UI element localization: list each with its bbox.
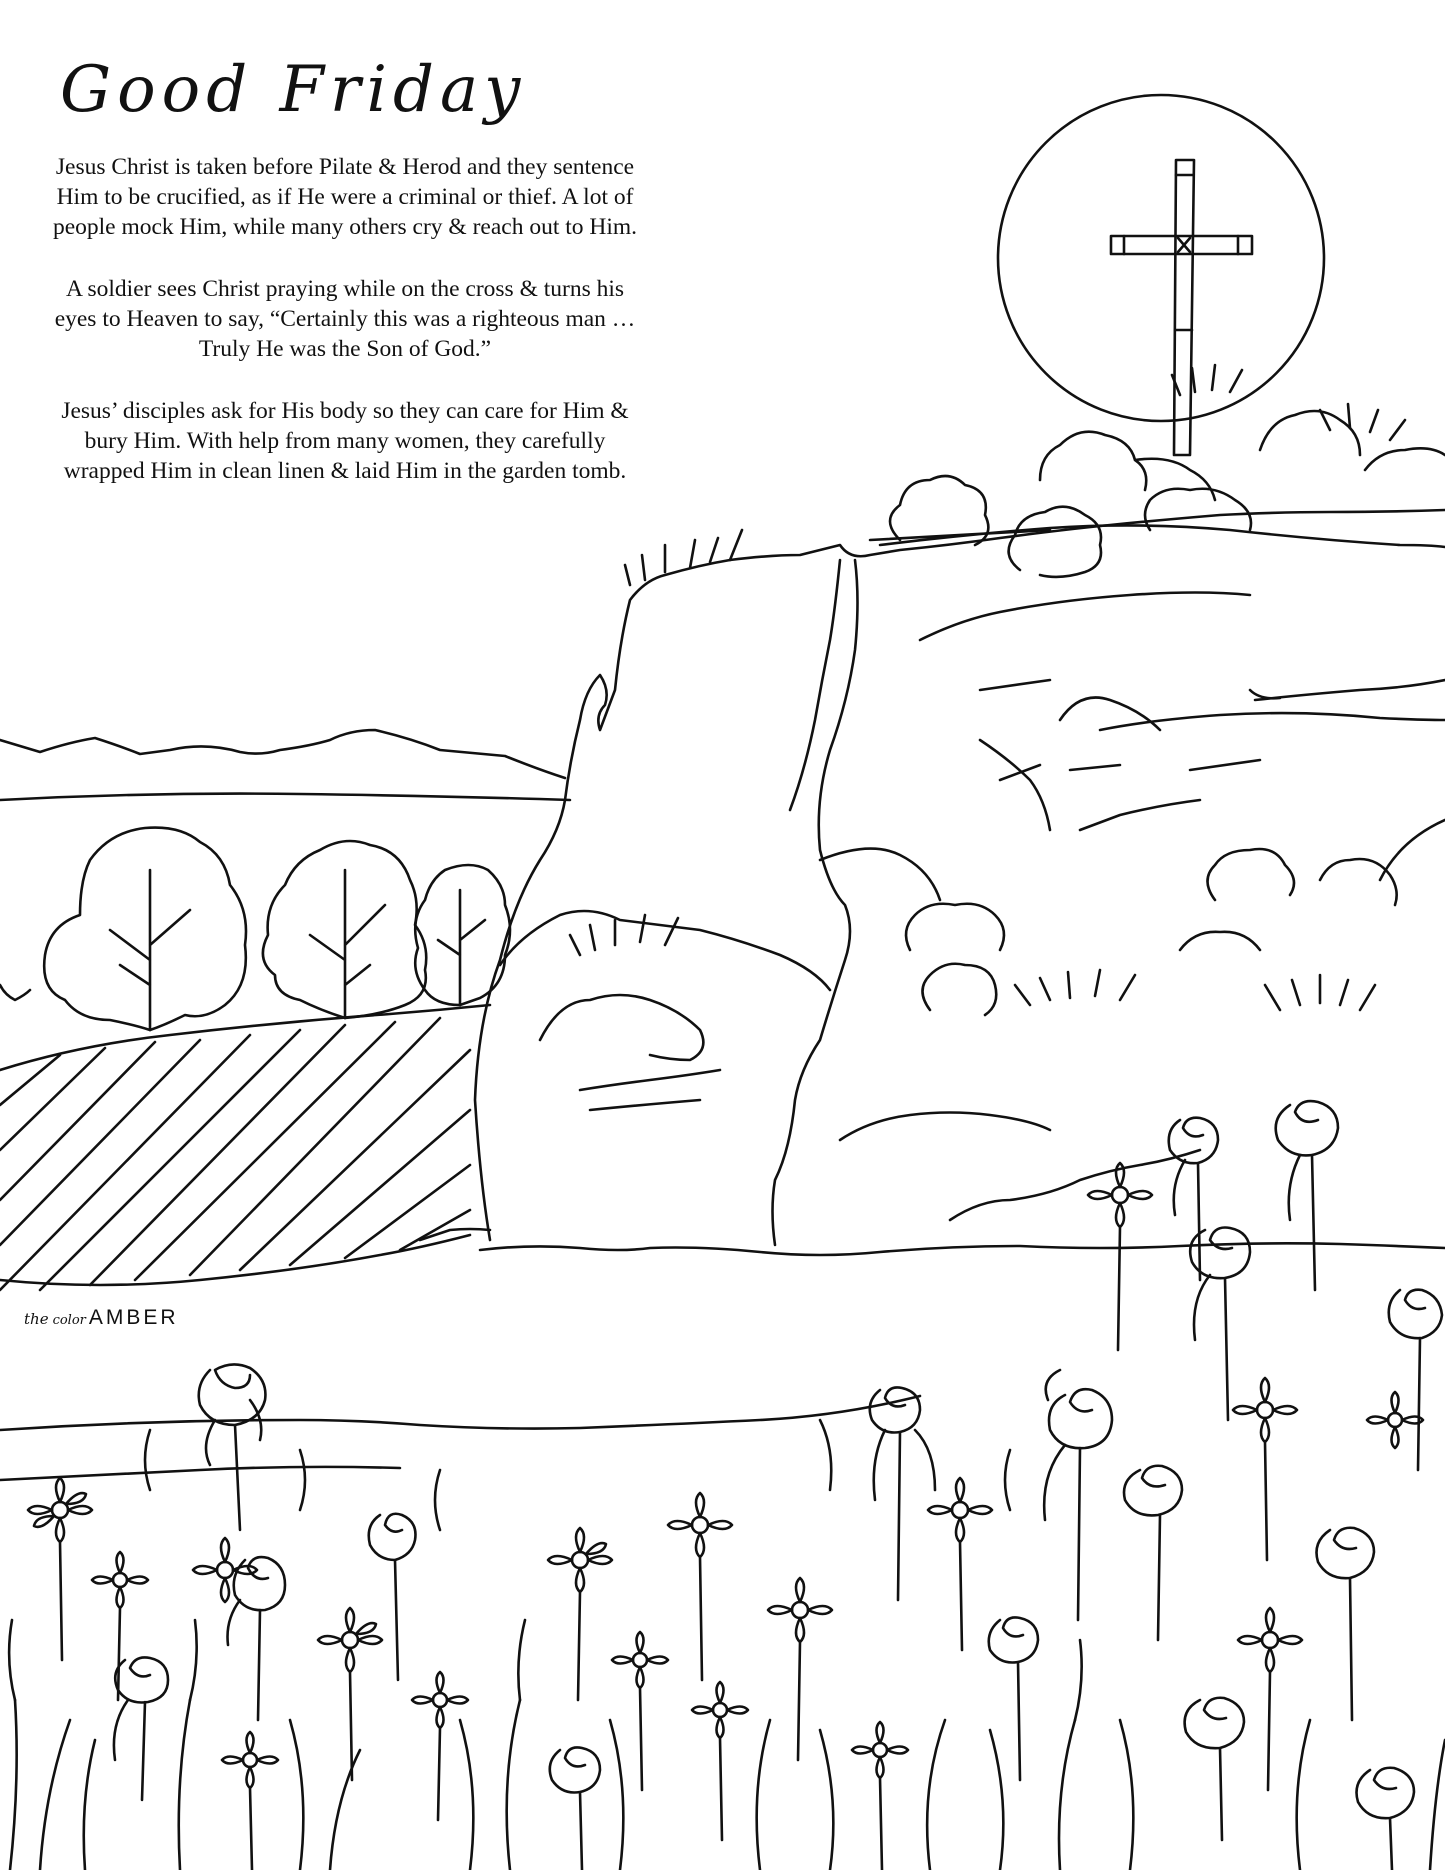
brand-color: color: [52, 1313, 86, 1328]
brand-amber: AMBER: [88, 1306, 179, 1329]
brand-logo: [24, 1303, 179, 1333]
foreground-grass: [9, 1420, 1445, 1870]
paragraph: Jesus Christ is taken before Pilate & Herod and they sentence Him to be crucified, as if He were a criminal or thief. A lot of people mock Him, while many others cry & reach out to Him.: [52, 154, 638, 240]
meadow: [0, 1396, 920, 1480]
rose-icon: [114, 1101, 1442, 1870]
cross-icon: [1111, 160, 1252, 455]
paragraph: Jesus’ disciples ask for His body so they can care for Him & bury Him. With help from many women, they carefully wrapped Him in clean linen & laid Him in the garden tomb.: [61, 398, 629, 484]
cliff: [420, 510, 1445, 1255]
distant-mountains: [0, 730, 570, 800]
bushes: [890, 411, 1445, 1015]
page-title: Good Friday: [60, 53, 527, 127]
striped-field: [0, 1005, 490, 1290]
paragraph: A soldier sees Christ praying while on the cross & turns his eyes to Heaven to say, “Certainly this was a righteous man … Truly He was the Son of God.”: [54, 276, 636, 362]
story-text: [50, 152, 640, 518]
tree-icon: [0, 828, 510, 1030]
sun-icon: [998, 95, 1324, 421]
daisy-icon: [28, 1163, 1423, 1870]
grass-tufts: [570, 365, 1405, 1010]
brand-the: the: [24, 1310, 49, 1328]
